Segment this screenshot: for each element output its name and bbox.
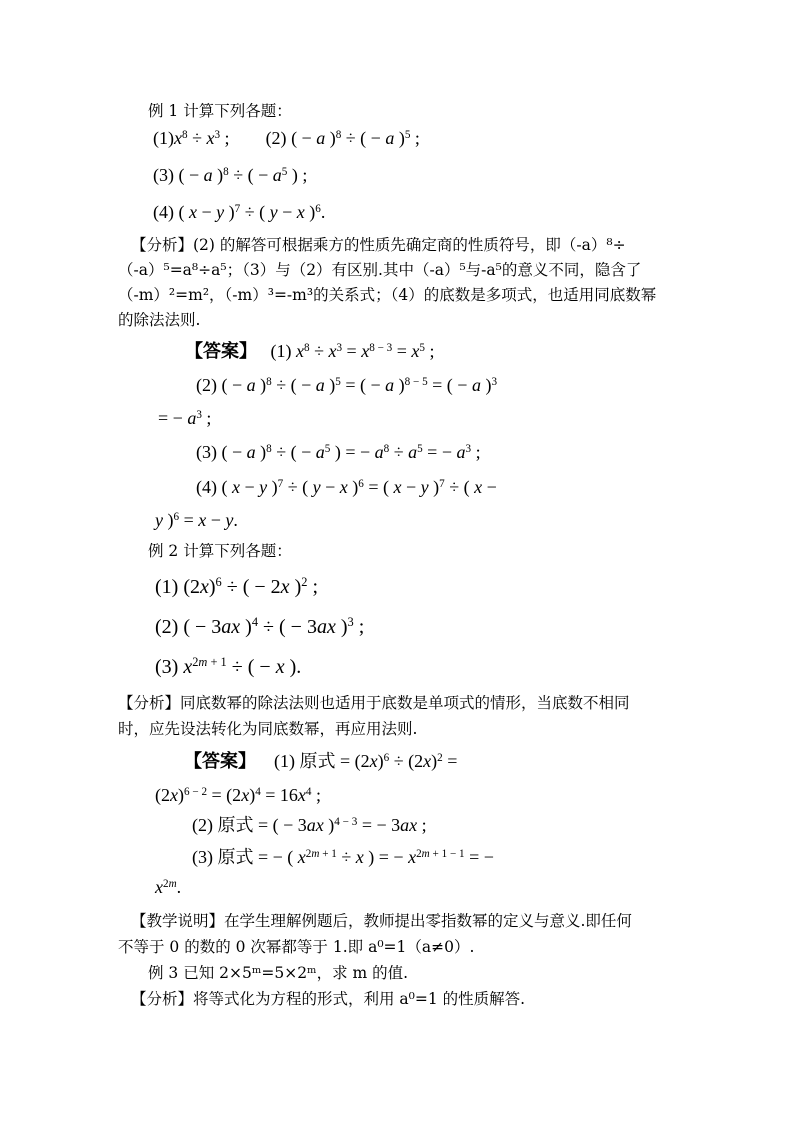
ex1-item-4: (4) ( x − y )$^7$ ÷ ( y − x )$^6$. [153,202,326,222]
teaching-note-line-2: 不等于 0 的数的 0 次幂都等于 1.即 a⁰=1（a≠0）. [118,938,475,956]
example-3-title: 例 3 已知 2×5ᵐ=5×2ᵐ，求 m 的值. [148,964,409,982]
yuanshi-label: 原式 [217,815,254,835]
answer-1-line-6: y )$^6$ = x − y. [155,510,238,530]
answer-label: 【答案】 [184,751,256,771]
answer-2-line-2: $(2x)^{6 - 2} = (2x)^4 = 16x^4$ ; [155,785,322,805]
item-number: (4) [153,202,174,222]
answer-1-line-3: = − $a^3$ ; [158,408,212,428]
ex1-item-3: (3) ( − a )$^8$ ÷ ( − $a^5$ ) ; [153,165,308,185]
ex2-item-2: (2) ( − 3ax )$^4$ ÷ ( − 3ax )$^3$ ; [155,615,365,638]
item-number: (3) [153,165,174,185]
answer-2-line-5: $x^{2m}$. [155,877,182,897]
teaching-note-line-1: 【教学说明】在学生理解例题后，教师提出零指数幂的定义与意义.即任何 [131,912,632,930]
answer-1-line-2: (2) ( − a )$^8$ ÷ ( − a )$^5$ = ( − a )$^{8 - 5}$ = ( − a )$^3$ [196,375,498,395]
answer-1-line-4: (3) ( − a )$^8$ ÷ ( − $a^5$ ) = − $a^8 \div a^5$ = − $a^3$ ; [196,442,481,462]
answer-1-line-1: 【答案】 (1) $x^8 \div x^3 = x^{8 - 3} = x^5$ ; [185,341,435,361]
answer-1-line-5: (4) ( x − y )$^7$ ÷ ( y − x )$^6$ = ( x − y )$^7$ ÷ ( x − [196,477,497,497]
example-2-title: 例 2 计算下列各题： [148,542,292,560]
answer-2-line-1: 【答案】 (1) 原式 = $(2x)^6 \div (2x)^2$ = [184,751,458,771]
analysis-2-line-1: 【分析】同底数幂的除法法则也适用于底数是单项式的情形，当底数不相同 [118,694,630,712]
ex1-item-1-2: $(1)x^8 \div x^3$ ; (2) ( − a )$^8$ ÷ ( − a )$^5$ ; [153,128,420,148]
item-number: (1) [153,128,174,148]
analysis-3: 【分析】将等式化为方程的形式，利用 a⁰=1 的性质解答. [131,990,526,1008]
answer-2-line-3: (2) 原式 = ( − 3ax )$^{4 - 3}$ = − 3ax ; [192,815,427,835]
analysis-1-line-1: 【分析】(2) 的解答可根据乘方的性质先确定商的性质符号，即（-a）⁸÷ [131,236,626,254]
analysis-1-line-3: （-m）²=m²，（-m）³=-m³的关系式；（4）的底数是多项式，也适用同底数幂 [118,286,657,304]
ex2-item-3: (3) $x^{2m + 1}$ ÷ ( − x ). [155,655,302,678]
analysis-1-line-2: （-a）⁵=a⁸÷a⁵；（3）与（2）有区别.其中（-a）⁵与-a⁵的意义不同，隐含了 [118,261,642,279]
answer-2-line-4: (3) 原式 = − ( $x^{2m + 1} \div x$ ) = − $x^{2m + 1 - 1}$ = − [192,847,494,867]
example-1-title: 例 1 计算下列各题： [148,102,292,120]
yuanshi-label: 原式 [217,847,254,867]
analysis-1-line-4: 的除法法则. [118,311,201,329]
yuanshi-label: 原式 [299,751,336,771]
answer-label: 【答案】 [185,341,257,361]
item-number: (2) [265,128,287,148]
ex2-item-1: (1) $(2x)^6$ ÷ ( − 2x )$^2$ ; [155,575,318,598]
analysis-2-line-2: 时，应先设法转化为同底数幂，再应用法则. [118,720,418,738]
